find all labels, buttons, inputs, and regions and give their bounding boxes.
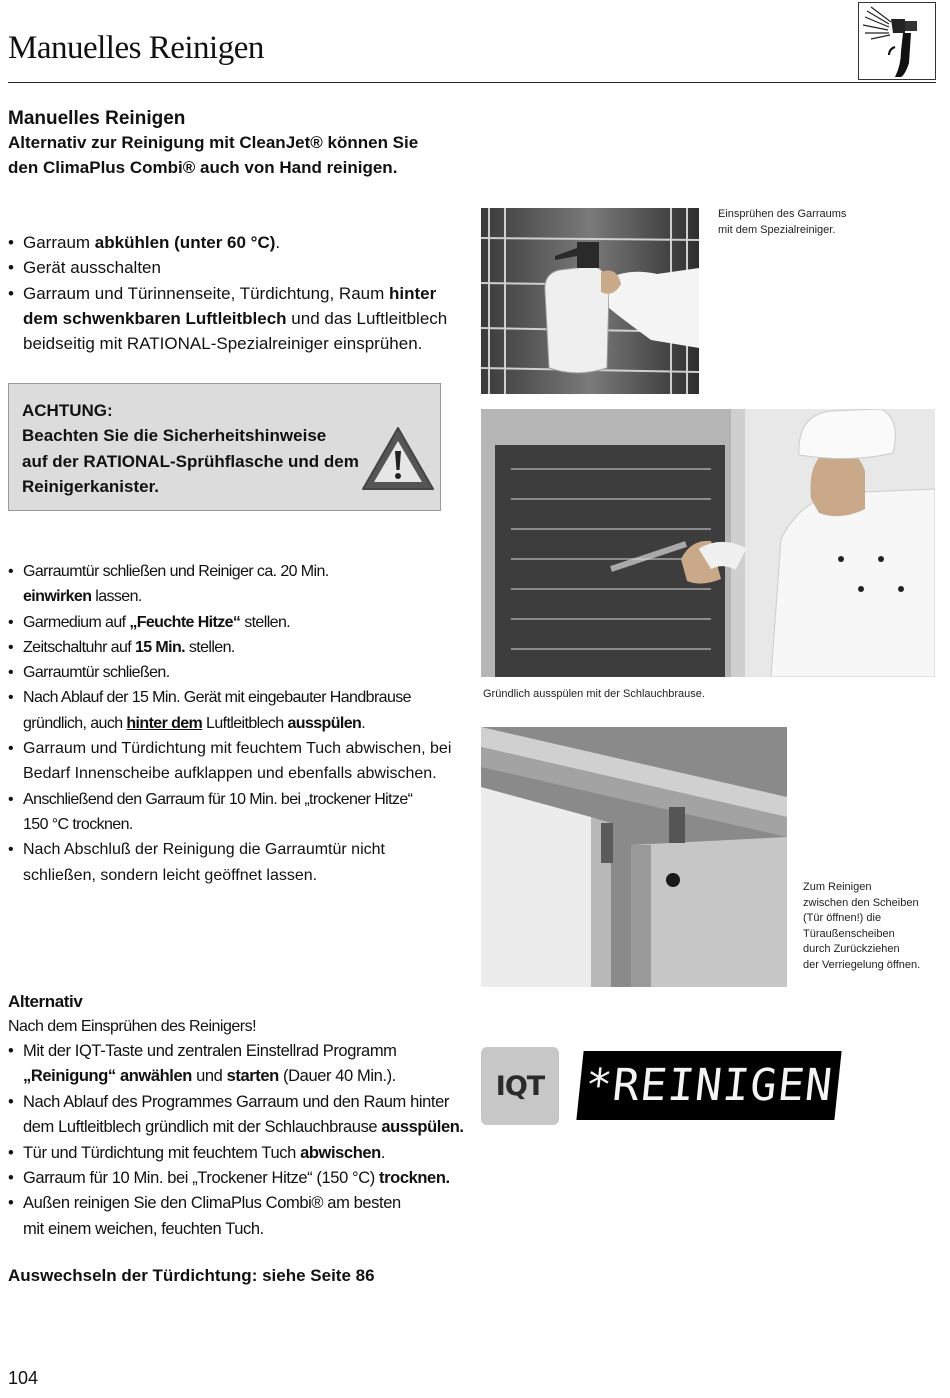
spray-photo-caption [718,207,846,238]
caption-line: zwischen den Scheiben [803,896,919,909]
text: . [380,1143,386,1162]
list-item [8,736,451,787]
list-item [8,281,447,357]
bold-text: ausspülen [287,714,362,732]
text: Tür und Türdichtung mit feuchtem Tuch [23,1143,301,1162]
intro-line-1: Alternativ zur Reinigung mit CleanJet® können Sie [8,133,419,152]
text: schließen, sondern leicht geöffnet lassen. [23,866,318,884]
list-item [8,660,451,685]
list-item [8,1191,464,1242]
text: Mit der IQT-Taste und zentralen Einstellrad Programm [23,1042,397,1060]
text: (Dauer 40 Min.). [278,1067,396,1086]
rinse-photo-caption: Gründlich ausspülen mit der Schlauchbrause. [483,688,705,700]
text: Anschließend den Garraum für 10 Min. bei „trockener Hitze“ [23,790,413,808]
caption-line: der Verriegelung öffnen. [803,958,921,971]
preparation-steps [8,230,447,356]
alternative-subheading: Nach dem Einsprühen des Reinigers! [8,1018,257,1035]
text: Nach Ablauf des Programmes Garraum und den Raum hinter [23,1092,449,1111]
caption-line: durch Zurückziehen [803,943,900,955]
spray-cleaning-icon [858,2,936,80]
text: Garraum und Türinnenseite, Türdichtung, Raum [23,283,390,303]
warning-triangle-icon [360,425,436,493]
list-item [8,559,451,610]
list-item [8,1039,464,1090]
warning-text [22,398,359,499]
warning-line: auf der RATIONAL-Sprühflasche und dem [22,451,359,471]
bold-text: „Feuchte Hitze“ [129,613,241,631]
bold-text: abwischen [300,1143,381,1162]
text: . [275,233,281,252]
list-item [8,837,451,888]
list-item [8,255,447,280]
text: gründlich, auch [23,714,127,732]
text: . [361,714,366,732]
bold-text: hinter [389,283,437,303]
text: dem Luftleitblech gründlich mit der Schlauchbrause [23,1118,382,1137]
list-item [8,230,447,255]
text: Garraum [23,233,95,252]
text: und das Luftleitblech [286,308,448,328]
door-seal-reference[interactable]: Auswechseln der Türdichtung: siehe Seite 86 [8,1266,375,1285]
list-item [8,1090,464,1141]
section-heading: Manuelles Reinigen [8,108,186,129]
warning-line: Reinigerkanister. [22,476,160,496]
text: 150 °C trocknen. [23,815,133,833]
rinsing-photo [481,409,935,677]
text: und [191,1067,227,1086]
text: Garraumtür schließen und Reiniger ca. 20 Min. [23,563,329,580]
intro-line-2: den ClimaPlus Combi® auch von Hand reinigen. [8,158,398,177]
iqt-button[interactable]: IQT [481,1047,559,1125]
intro-text [8,130,478,180]
caption-line: mit dem Spezialreiniger. [718,223,836,236]
bold-text: dem schwenkbaren Luftleitblech [23,308,287,328]
door-photo-caption [803,880,920,973]
text: mit einem weichen, feuchten Tuch. [23,1219,264,1238]
text: Außen reinigen Sie den ClimaPlus Combi® am besten [23,1194,401,1213]
text: Nach Ablauf der 15 Min. Gerät mit eingebauter Handbrause [23,689,411,707]
text: Garraum und Türdichtung mit feuchtem Tuch abwischen, bei [23,740,452,758]
caption-line: Zum Reinigen [803,881,872,893]
warning-line: Beachten Sie die Sicherheitshinweise [22,426,327,446]
bold-text: „Reinigung“ anwählen [23,1067,192,1086]
text: Gerät ausschalten [23,258,161,278]
alternative-heading: Alternativ [8,992,83,1011]
list-item [8,610,451,635]
spray-cleaning-photo [481,208,699,394]
cleaning-steps [8,559,451,888]
text: Garraum für 10 Min. bei „Trockener Hitze“ (150 °C) [23,1169,380,1188]
door-panel-photo [481,727,787,987]
alternative-steps [8,1039,464,1242]
text: Garraumtür schließen. [23,664,170,682]
list-item [8,1166,464,1191]
caption-line: (Tür öffnen!) die [803,912,882,924]
text: Garmedium auf [23,613,130,631]
text: stellen. [184,638,235,656]
bold-text: einwirken [23,588,92,606]
control-display: *REINIGEN [576,1051,841,1120]
text: stellen. [240,613,291,631]
underlined-text: hinter dem [126,714,203,732]
header-rule [8,82,936,83]
text: beidseitig mit RATIONAL-Spezialreiniger einsprühen. [23,334,423,354]
list-item [8,1141,464,1166]
text: lassen. [91,588,142,606]
bold-text: 15 Min. [134,638,185,656]
text: Zeitschaltuhr auf [23,638,135,656]
page-number: 104 [8,1368,39,1388]
text: Luftleitblech [202,714,288,732]
warning-line: ACHTUNG: [22,401,113,420]
list-item [8,685,451,736]
list-item [8,635,451,660]
bold-text: ausspülen. [381,1118,464,1137]
text: Nach Abschluß der Reinigung die Garraumtür nicht [23,841,385,859]
bold-text: abkühlen (unter 60 °C) [94,233,276,252]
caption-line: Einsprühen des Garraums [718,208,847,220]
bold-text: trocknen. [379,1169,450,1188]
list-item [8,787,451,838]
text: Bedarf Innenscheibe aufklappen und ebenfalls abwischen. [23,765,437,783]
page-title: Manuelles Reinigen [8,30,264,66]
caption-line: Türaußenscheiben [803,927,895,940]
bold-text: starten [226,1067,279,1086]
